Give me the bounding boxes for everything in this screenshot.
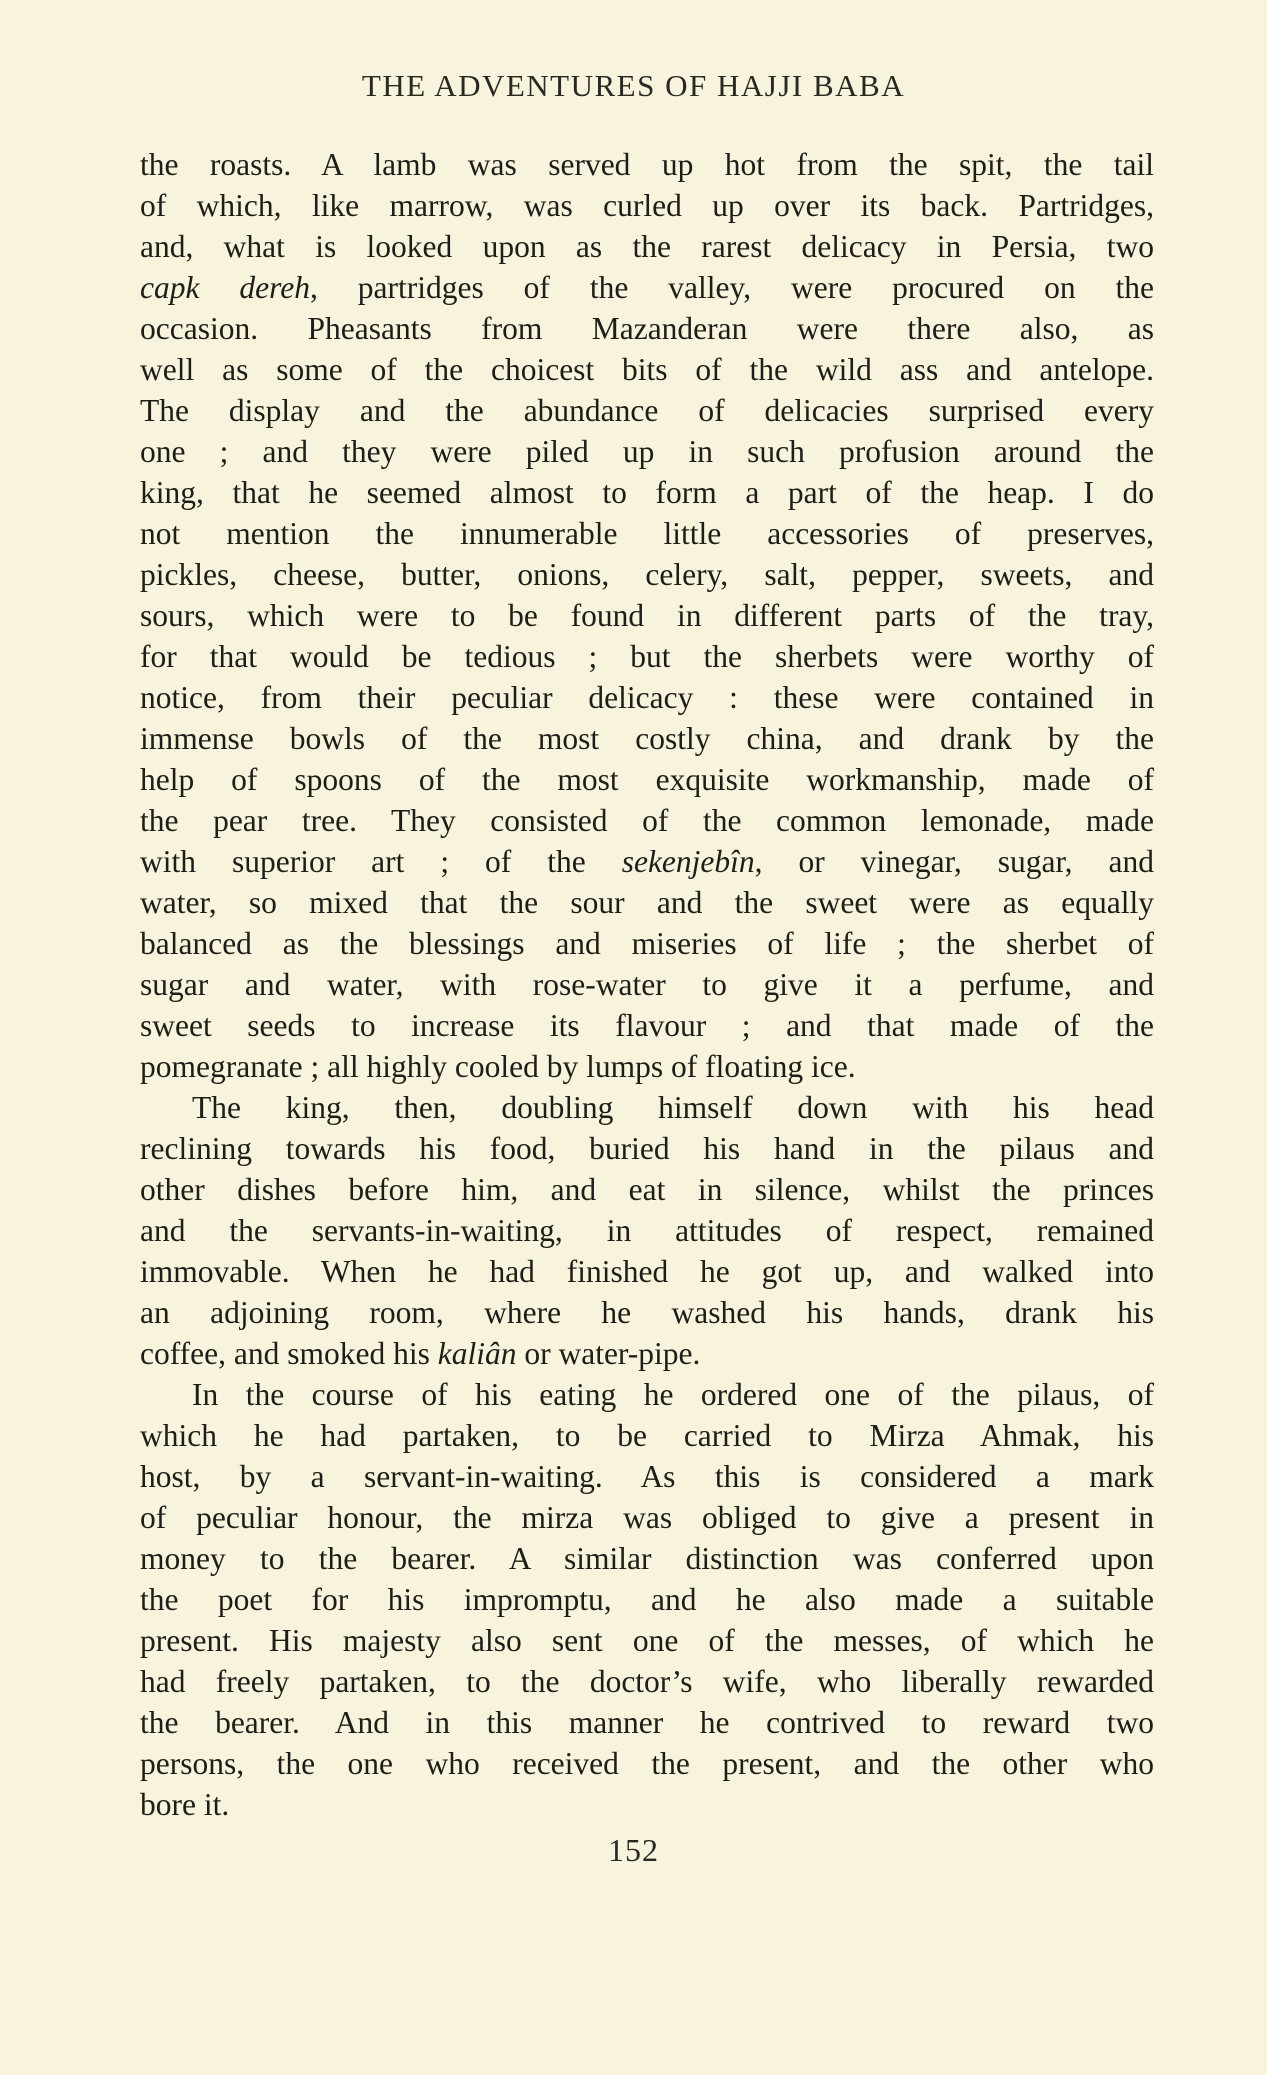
text-line: [140, 1661, 1154, 1702]
text-line: [140, 308, 1154, 349]
text-segment: and the servants-in-waiting, in attitudes of respect, remained: [140, 1213, 1154, 1248]
text-line: [140, 1579, 1154, 1620]
text-segment: for that would be tedious ; but the sherbets were worthy of: [140, 639, 1154, 674]
text-segment: sugar and water, with rose-water to give it a perfume, and: [140, 967, 1154, 1002]
text-segment: which he had partaken, to be carried to Mirza Ahmak, his: [140, 1418, 1154, 1453]
text-segment: balanced as the blessings and miseries of life ; the sherbet of: [140, 926, 1154, 961]
text-line: [140, 1046, 1154, 1087]
italic-term: kaliân: [437, 1336, 517, 1371]
text-segment: , partridges of the valley, were procured on the: [309, 270, 1154, 305]
text-segment: water, so mixed that the sour and the sweet were as equally: [140, 885, 1154, 920]
page-number: 152: [608, 1832, 659, 1868]
text-line: [140, 1210, 1154, 1251]
text-line: [140, 882, 1154, 923]
text-segment: , or vinegar, sugar, and: [754, 844, 1154, 879]
text-line: [140, 1005, 1154, 1046]
text-segment: persons, the one who received the present, and the other who: [140, 1746, 1154, 1781]
text-line: [140, 636, 1154, 677]
text-line: [140, 226, 1154, 267]
text-segment: of which, like marrow, was curled up over its back. Partridges,: [140, 188, 1154, 223]
text-segment: other dishes before him, and eat in silence, whilst the princes: [140, 1172, 1154, 1207]
text-line: [140, 964, 1154, 1005]
text-segment: The king, then, doubling himself down with his head: [192, 1090, 1154, 1125]
text-segment: occasion. Pheasants from Mazanderan were there also, as: [140, 311, 1154, 346]
text-segment: present. His majesty also sent one of the messes, of which he: [140, 1623, 1154, 1658]
text-line: [140, 841, 1154, 882]
text-line: [140, 431, 1154, 472]
text-line: [140, 513, 1154, 554]
text-segment: of peculiar honour, the mirza was obliged to give a present in: [140, 1500, 1154, 1535]
text-segment: bore it.: [140, 1787, 230, 1822]
text-line: [140, 349, 1154, 390]
text-line: [140, 1333, 1154, 1374]
text-line: [140, 144, 1154, 185]
text-segment: the bearer. And in this manner he contrived to reward two: [140, 1705, 1154, 1740]
text-line: [140, 1087, 1154, 1128]
text-segment: pomegranate ; all highly cooled by lumps of floating ice.: [140, 1049, 856, 1084]
italic-term: capk dereh: [140, 270, 310, 305]
text-line: [140, 1456, 1154, 1497]
text-segment: sours, which were to be found in different parts of the tray,: [140, 598, 1154, 633]
text-segment: one ; and they were piled up in such profusion around the: [140, 434, 1154, 469]
text-segment: or water-pipe.: [516, 1336, 701, 1371]
text-segment: sweet seeds to increase its flavour ; and that made of the: [140, 1008, 1154, 1043]
text-segment: reclining towards his food, buried his hand in the pilaus and: [140, 1131, 1154, 1166]
text-line: [140, 1292, 1154, 1333]
text-segment: immense bowls of the most costly china, and drank by the: [140, 721, 1154, 756]
text-line: [140, 1497, 1154, 1538]
text-segment: the poet for his impromptu, and he also made a suitable: [140, 1582, 1154, 1617]
text-segment: immovable. When he had finished he got up, and walked into: [140, 1254, 1154, 1289]
text-line: [140, 1538, 1154, 1579]
text-line: [140, 1702, 1154, 1743]
text-line: [140, 677, 1154, 718]
italic-term: sekenjebîn: [621, 844, 755, 879]
text-segment: coffee, and smoked his: [140, 1336, 438, 1371]
text-line: [140, 1169, 1154, 1210]
text-segment: money to the bearer. A similar distinction was conferred upon: [140, 1541, 1154, 1576]
text-line: [140, 185, 1154, 226]
text-line: [140, 1743, 1154, 1784]
text-segment: not mention the innumerable little accessories of preserves,: [140, 516, 1154, 551]
text-line: [140, 1784, 1154, 1825]
text-line: [140, 1415, 1154, 1456]
text-line: [140, 1251, 1154, 1292]
text-line: [140, 718, 1154, 759]
text-line: [140, 595, 1154, 636]
text-segment: and, what is looked upon as the rarest delicacy in Persia, two: [140, 229, 1154, 264]
text-segment: pickles, cheese, butter, onions, celery, salt, pepper, sweets, and: [140, 557, 1154, 592]
text-segment: the roasts. A lamb was served up hot from the spit, the tail: [140, 147, 1154, 182]
running-head: THE ADVENTURES OF HAJJI BABA: [361, 68, 906, 103]
text-segment: help of spoons of the most exquisite workmanship, made of: [140, 762, 1154, 797]
text-line: [140, 923, 1154, 964]
text-line: [140, 267, 1154, 308]
text-segment: The display and the abundance of delicacies surprised every: [140, 393, 1154, 428]
text-segment: host, by a servant-in-waiting. As this is considered a mark: [140, 1459, 1154, 1494]
text-segment: the pear tree. They consisted of the common lemonade, made: [140, 803, 1154, 838]
text-segment: had freely partaken, to the doctor’s wife, who liberally rewarded: [140, 1664, 1154, 1699]
text-line: [140, 390, 1154, 431]
text-line: [140, 800, 1154, 841]
text-line: [140, 759, 1154, 800]
text-line: [140, 1128, 1154, 1169]
text-line: [140, 1374, 1154, 1415]
text-segment: In the course of his eating he ordered one of the pilaus, of: [192, 1377, 1154, 1412]
text-segment: well as some of the choicest bits of the wild ass and antelope.: [140, 352, 1154, 387]
body-text: [140, 144, 1154, 1825]
text-line: [140, 1620, 1154, 1661]
text-line: [140, 472, 1154, 513]
text-segment: with superior art ; of the: [140, 844, 622, 879]
text-segment: an adjoining room, where he washed his hands, drank his: [140, 1295, 1154, 1330]
text-line: [140, 554, 1154, 595]
text-segment: king, that he seemed almost to form a part of the heap. I do: [140, 475, 1154, 510]
text-segment: notice, from their peculiar delicacy : these were contained in: [140, 680, 1154, 715]
